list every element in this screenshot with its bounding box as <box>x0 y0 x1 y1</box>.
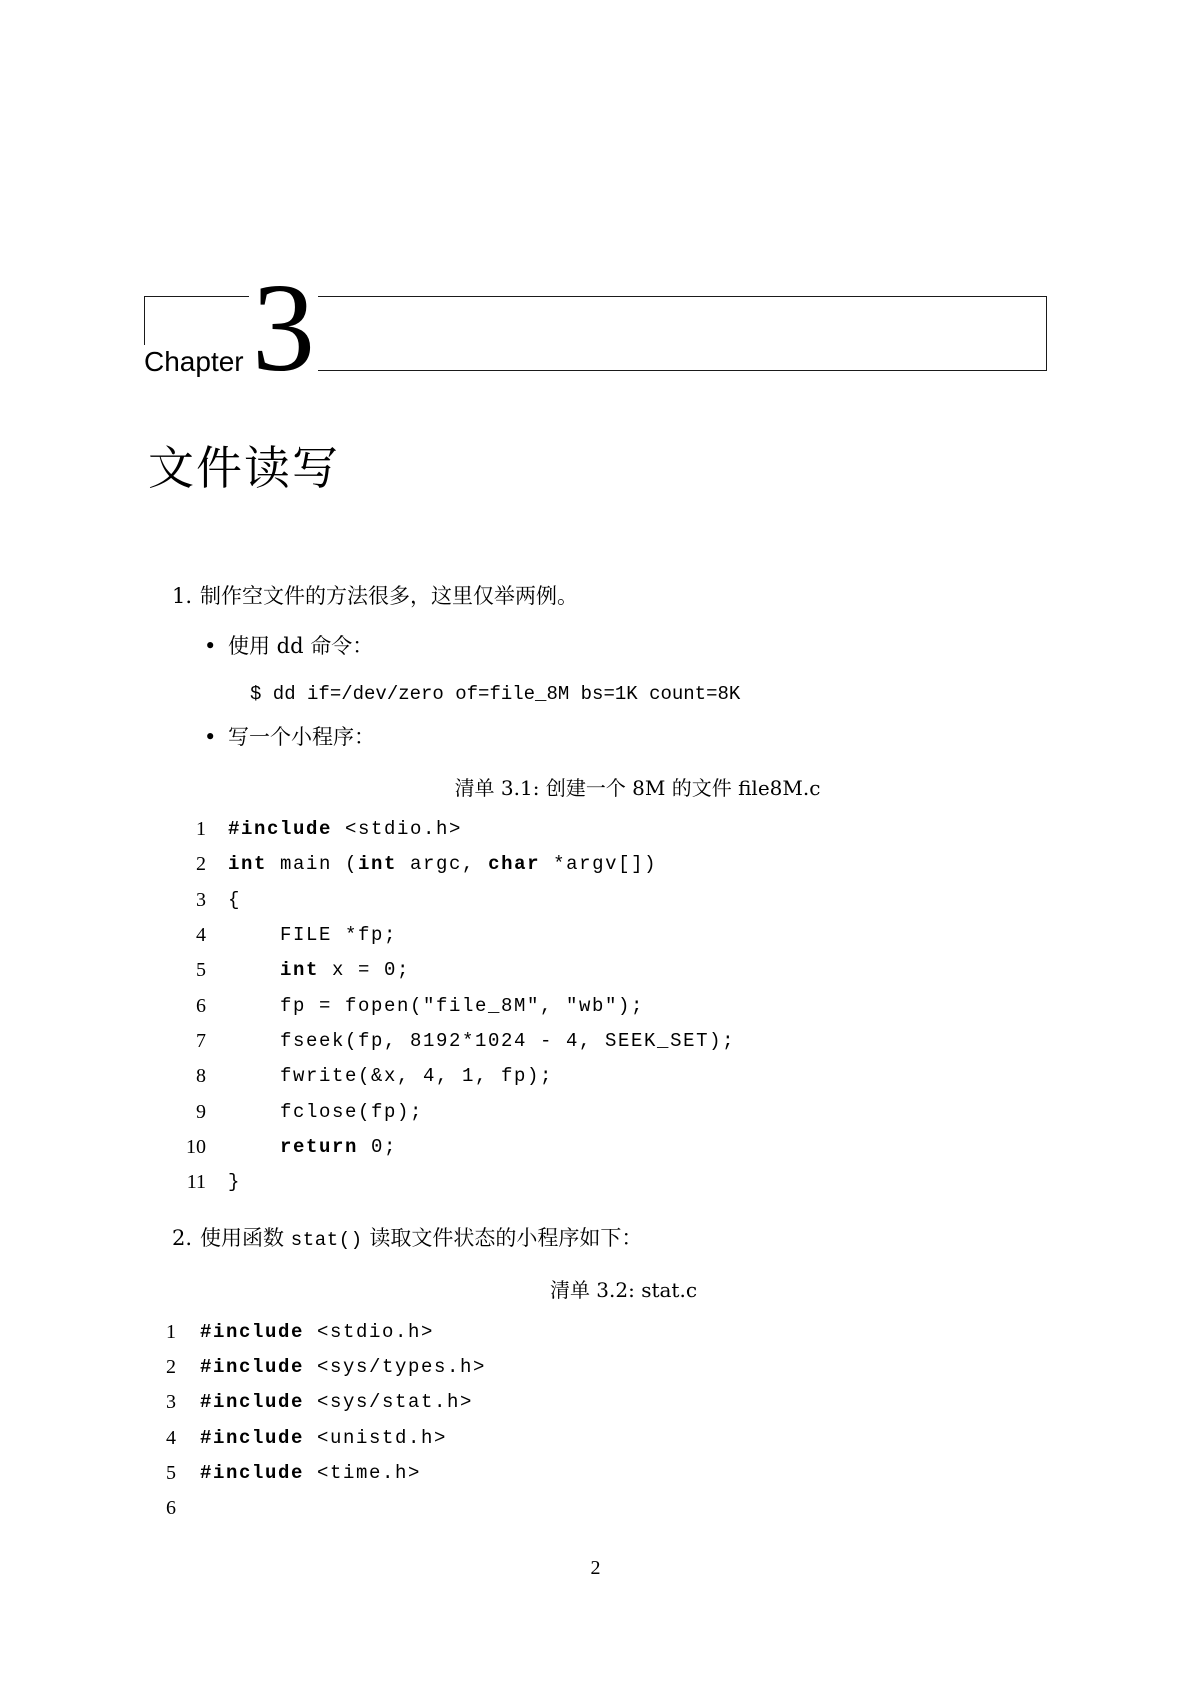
line-number: 7 <box>196 1029 206 1052</box>
code-text <box>228 1095 423 1130</box>
code-line <box>0 1385 1191 1420</box>
code-text <box>228 1024 735 1059</box>
code-line <box>0 1315 1191 1350</box>
code-text <box>228 1059 553 1094</box>
code-token: main ( <box>267 853 359 876</box>
line-number: 9 <box>196 1100 206 1123</box>
list-item-text <box>200 1226 642 1252</box>
list-item-number: 2. <box>172 1226 193 1250</box>
line-number: 2 <box>196 853 206 876</box>
code-token <box>228 1136 280 1158</box>
line-number: 1 <box>166 1321 176 1344</box>
line-number: 5 <box>196 959 206 982</box>
code-text <box>200 1421 447 1456</box>
code-token: *argv[]) <box>540 853 658 876</box>
line-number: 2 <box>166 1356 176 1379</box>
listing-caption: 清单 3.2: stat.c <box>549 1278 698 1302</box>
code-token: <time.h> <box>304 1461 422 1484</box>
code-text <box>228 918 397 953</box>
code-line <box>0 1456 1191 1491</box>
code-token: 0; <box>358 1135 398 1158</box>
line-number: 11 <box>186 1171 206 1194</box>
code-token: <sys/types.h> <box>304 1356 487 1379</box>
code-keyword: return <box>280 1135 359 1158</box>
code-line <box>0 918 1191 953</box>
bullet-marker: • <box>204 634 217 658</box>
page-number: 2 <box>590 1557 601 1579</box>
chapter-frame-bottom-rule <box>318 370 1047 371</box>
code-text <box>228 1165 241 1200</box>
code-keyword: int <box>280 959 320 982</box>
shell-command: $ dd if=/dev/zero of=file_8M bs=1K count=8K <box>250 683 741 705</box>
code-token: fclose(fp); <box>228 1100 424 1123</box>
code-token: FILE *fp; <box>228 924 398 947</box>
code-token: <unistd.h> <box>304 1426 448 1449</box>
code-token: fwrite(&x, 4, 1, fp); <box>228 1065 554 1088</box>
chapter-title: 文件读写 <box>148 441 340 495</box>
chapter-frame-right-rule <box>1046 296 1047 371</box>
code-keyword: #include <box>200 1321 305 1344</box>
chapter-frame-left-rule <box>144 296 145 345</box>
code-text <box>228 953 410 988</box>
code-text <box>200 1385 473 1420</box>
code-keyword: char <box>488 853 541 876</box>
line-number: 3 <box>196 888 206 911</box>
code-text <box>200 1456 421 1491</box>
code-text <box>228 1130 397 1165</box>
code-text <box>228 847 657 882</box>
list-item-number: 1. <box>172 584 193 608</box>
list-item-text: 制作空文件的方法很多，这里仅举两例。 <box>200 584 578 608</box>
code-keyword: #include <box>200 1356 305 1379</box>
code-line <box>0 812 1191 847</box>
code-token: <stdio.h> <box>332 818 463 841</box>
code-line <box>0 1491 1191 1526</box>
code-token: } <box>228 1171 242 1194</box>
code-line <box>0 989 1191 1024</box>
chapter-number: 3 <box>249 266 318 392</box>
line-number: 5 <box>166 1461 176 1484</box>
code-token: <sys/stat.h> <box>304 1391 474 1414</box>
code-line <box>0 883 1191 918</box>
code-line <box>0 1165 1191 1200</box>
line-number: 6 <box>166 1496 176 1519</box>
line-number: 4 <box>166 1426 176 1449</box>
code-line <box>0 1059 1191 1094</box>
code-keyword: int <box>358 853 398 876</box>
line-number: 1 <box>196 818 206 841</box>
list-item-text-before: 使用函数 <box>200 1226 291 1250</box>
code-line <box>0 1421 1191 1456</box>
code-token: argc, <box>397 853 489 876</box>
inline-code: stat() <box>290 1229 363 1251</box>
code-token: fp = fopen("file_8M", "wb"); <box>228 994 645 1017</box>
code-line <box>0 1095 1191 1130</box>
code-text <box>228 883 241 918</box>
code-line <box>0 847 1191 882</box>
code-text <box>228 812 462 847</box>
code-line <box>0 1130 1191 1165</box>
code-token <box>228 959 280 981</box>
code-text <box>200 1315 434 1350</box>
code-keyword: #include <box>200 1426 305 1449</box>
listing-caption: 清单 3.1: 创建一个 8M 的文件 file8M.c <box>454 776 821 800</box>
code-token: fseek(fp, 8192*1024 - 4, SEEK_SET); <box>228 1029 736 1052</box>
code-line <box>0 1024 1191 1059</box>
line-number: 8 <box>196 1065 206 1088</box>
line-number: 10 <box>186 1135 206 1158</box>
list-item-text-after: 读取文件状态的小程序如下： <box>362 1226 643 1250</box>
code-keyword: #include <box>200 1461 305 1484</box>
code-text <box>228 989 644 1024</box>
chapter-label: Chapter <box>144 346 244 377</box>
bullet-marker: • <box>204 725 217 749</box>
line-number: 3 <box>166 1391 176 1414</box>
code-token: <stdio.h> <box>304 1321 435 1344</box>
code-line <box>0 1350 1191 1385</box>
code-keyword: #include <box>228 818 333 841</box>
line-number: 6 <box>196 994 206 1017</box>
code-line <box>0 953 1191 988</box>
code-text <box>200 1350 486 1385</box>
code-token: { <box>228 888 242 911</box>
code-keyword: int <box>228 853 268 876</box>
bullet-text: 写一个小程序： <box>228 725 375 749</box>
bullet-text: 使用 dd 命令： <box>228 634 374 658</box>
line-number: 4 <box>196 924 206 947</box>
code-keyword: #include <box>200 1391 305 1414</box>
code-token: x = 0; <box>319 959 411 982</box>
